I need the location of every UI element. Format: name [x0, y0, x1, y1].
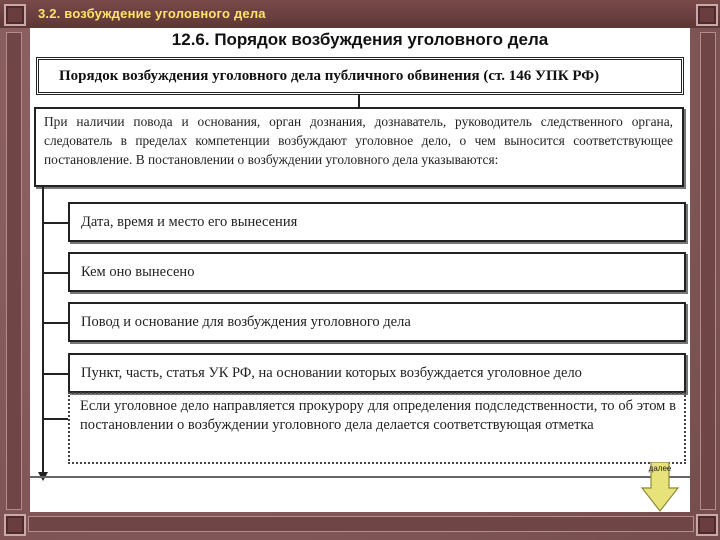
- slide-content: [30, 28, 690, 512]
- list-item-text: Повод и основание для возбуждения уголовного дела: [81, 313, 411, 330]
- frame-right-bar: [700, 32, 716, 510]
- frame-left-bar: [6, 32, 22, 510]
- list-item-text: Кем оно вынесено: [81, 263, 195, 280]
- procedure-header-text: Порядок возбуждения уголовного дела публичного обвинения (ст. 146 УПК РФ): [59, 67, 600, 84]
- flow-line: [42, 187, 44, 474]
- frame-corner-bottom-right: [696, 514, 718, 536]
- branch-line: [42, 418, 68, 420]
- branch-line: [42, 222, 68, 224]
- procedure-header-box: [36, 57, 684, 95]
- list-item: [68, 302, 686, 342]
- next-button[interactable]: [640, 462, 680, 512]
- list-item-text: Пункт, часть, статья УК РФ, на основании которых возбуждается уголовное дело: [81, 364, 582, 381]
- branch-line: [42, 373, 68, 375]
- branch-line: [42, 272, 68, 274]
- note-box: [68, 392, 686, 464]
- list-item-text: Дата, время и место его вынесения: [81, 213, 298, 230]
- list-item: [68, 353, 686, 393]
- branch-line: [42, 322, 68, 324]
- page-title: 12.6. Порядок возбуждения уголовного дела: [171, 30, 549, 49]
- divider: [30, 476, 690, 478]
- list-item: [68, 202, 686, 242]
- frame-bottom-bar: [28, 516, 694, 532]
- next-label: далее: [648, 464, 672, 473]
- intro-text: При наличии повода и основания, орган дознания, дознаватель, руководитель следственного органа, следователь в пределах компетенции возбуждают уголовное дело, о чем выносится соответствующее постановление. В постановлении о возбуждении уголовного дела указываются:: [44, 114, 673, 167]
- intro-box: [34, 107, 684, 187]
- list-item: [68, 252, 686, 292]
- note-text: Если уголовное дело направляется прокурору для определения подследственности, то об этом в постановлении о возбуждении уголовного дела делается соответствующая отметка: [80, 398, 676, 433]
- frame-corner-top-left: [4, 4, 26, 26]
- frame-corner-top-right: [696, 4, 718, 26]
- connector-line: [358, 95, 360, 107]
- frame-corner-bottom-left: [4, 514, 26, 536]
- slide-section-title: 3.2. возбуждение уголовного дела: [38, 6, 266, 21]
